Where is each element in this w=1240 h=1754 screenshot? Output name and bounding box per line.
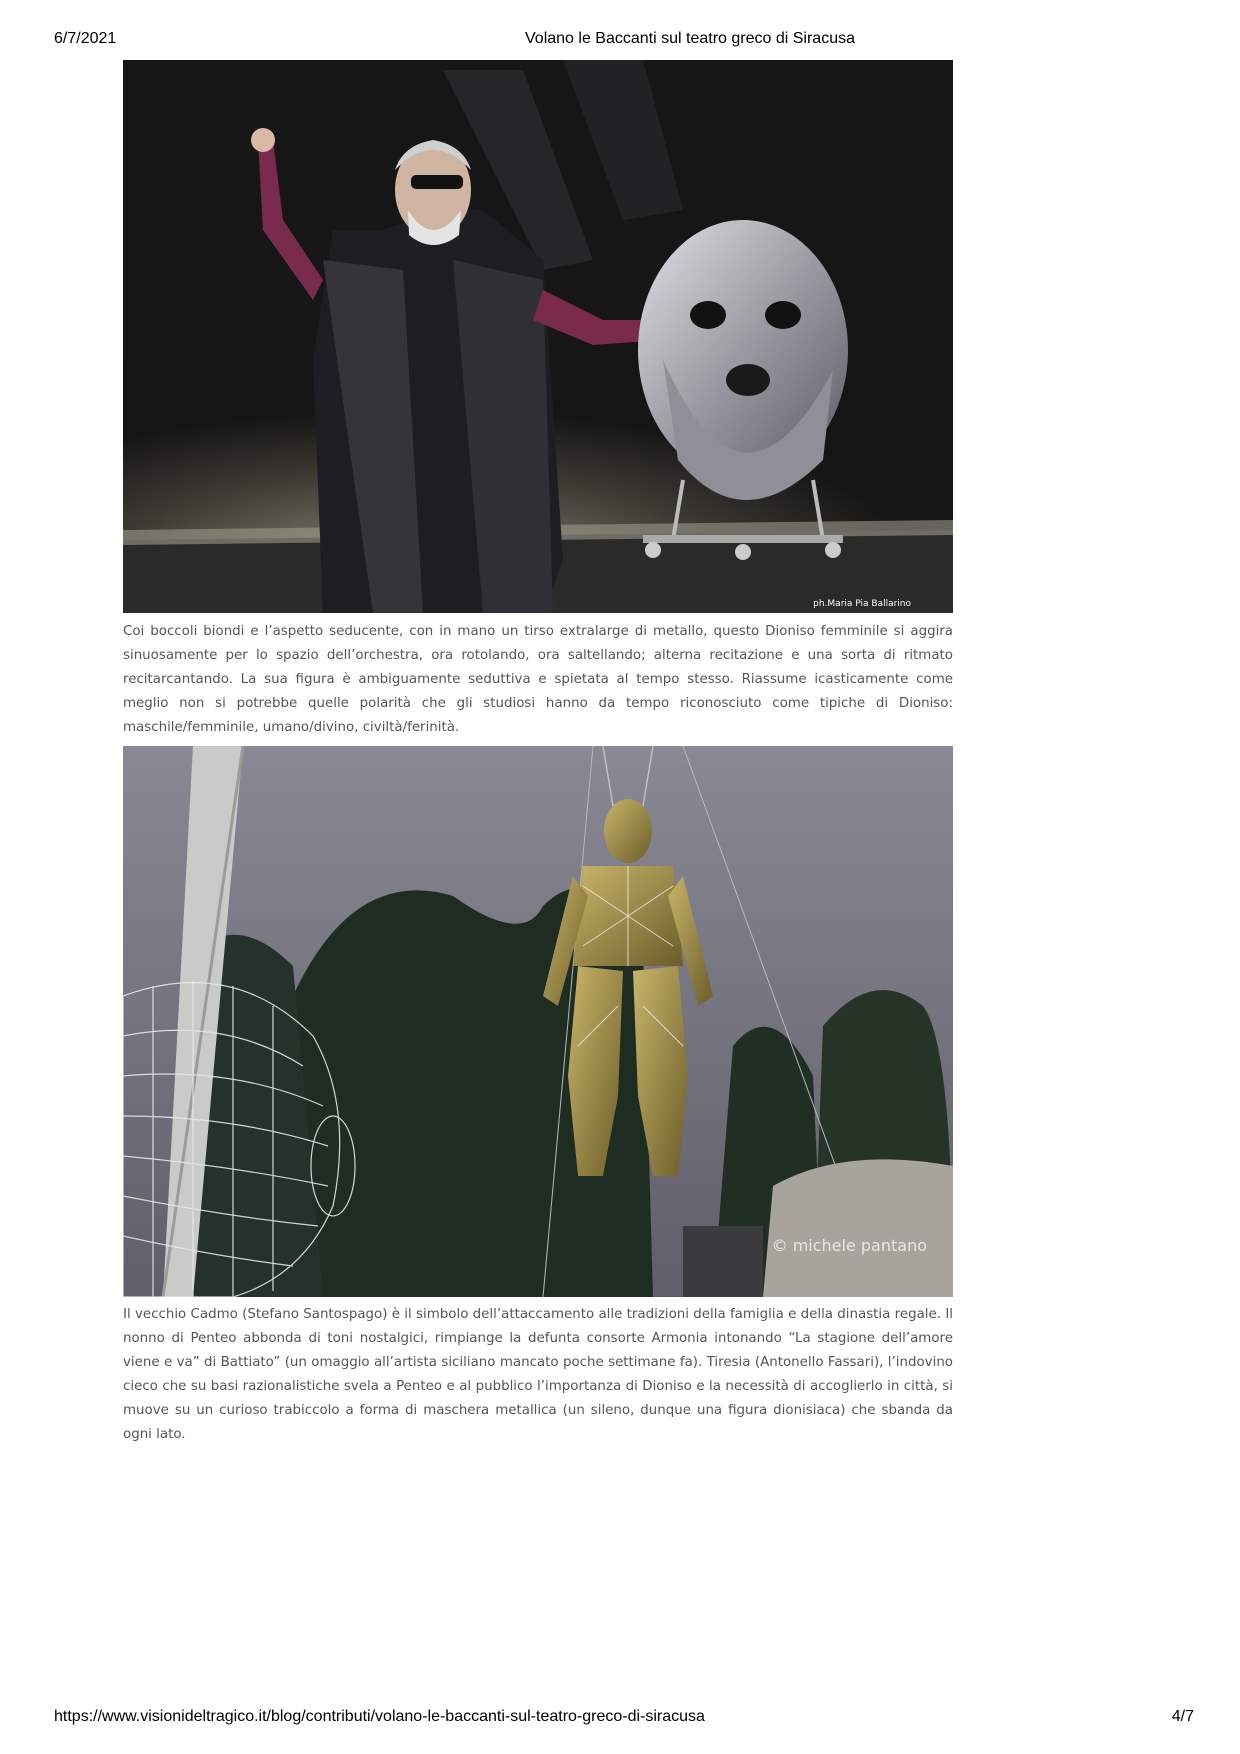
photo-credit: © michele pantano: [771, 1236, 927, 1255]
stage-photo-dioniso: [123, 60, 953, 613]
photo-credit: ph.Maria Pia Ballarino: [813, 599, 911, 609]
puppet-photo-illustration: [123, 746, 953, 1297]
page-title: Volano le Baccanti sul teatro greco di Siracusa: [525, 30, 855, 47]
paragraph-cadmo: Il vecchio Cadmo (Stefano Santospago) è il simbolo dell’attaccamento alle tradizioni della famiglia e della dinastia regale. Il nonno di Penteo abbonda di toni nostalgici, rimpiange la defunta consorte Armonia intonando “La stagione dell’amore viene e va” di Battiato” (un omaggio all’artista siciliano mancato poche settimane fa). Tiresia (Antonello Fassari), l’indovino cieco che su basi razionalistiche svela a Penteo e al pubblico l’importanza di Dioniso e la necessità di accoglierlo in città, si muove su un curioso trabiccolo a forma di maschera metallica (un sileno, dunque una figura dionisiaca) che sbanda da ogni lato.: [123, 1307, 953, 1442]
stage-photo-puppet: [123, 746, 953, 1297]
page-number: 4/7: [1171, 1708, 1194, 1725]
paragraph-dioniso: Coi boccoli biondi e l’aspetto seducente, con in mano un tirso extralarge di metallo, questo Dioniso femminile si aggira sinuosamente per lo spazio dell’orchestra, ora rotolando, ora saltellando; alterna recitazione e una sorta di ritmato recitarcantando. La sua figura è ambiguamente seduttiva e spietata al tempo stesso. Riassume icasticamente come meglio non si potrebbe quelle polarità che gli studiosi hanno da tempo riconosciuto come tipiche di Dioniso: maschile/femminile, umano/divino, civiltà/ferinità.: [123, 624, 953, 735]
stage-photo-illustration: [123, 60, 953, 613]
print-date: 6/7/2021: [54, 30, 117, 47]
page-url: https://www.visionideltragico.it/blog/contributi/volano-le-baccanti-sul-teatro-greco-di-siracusa: [54, 1708, 705, 1725]
